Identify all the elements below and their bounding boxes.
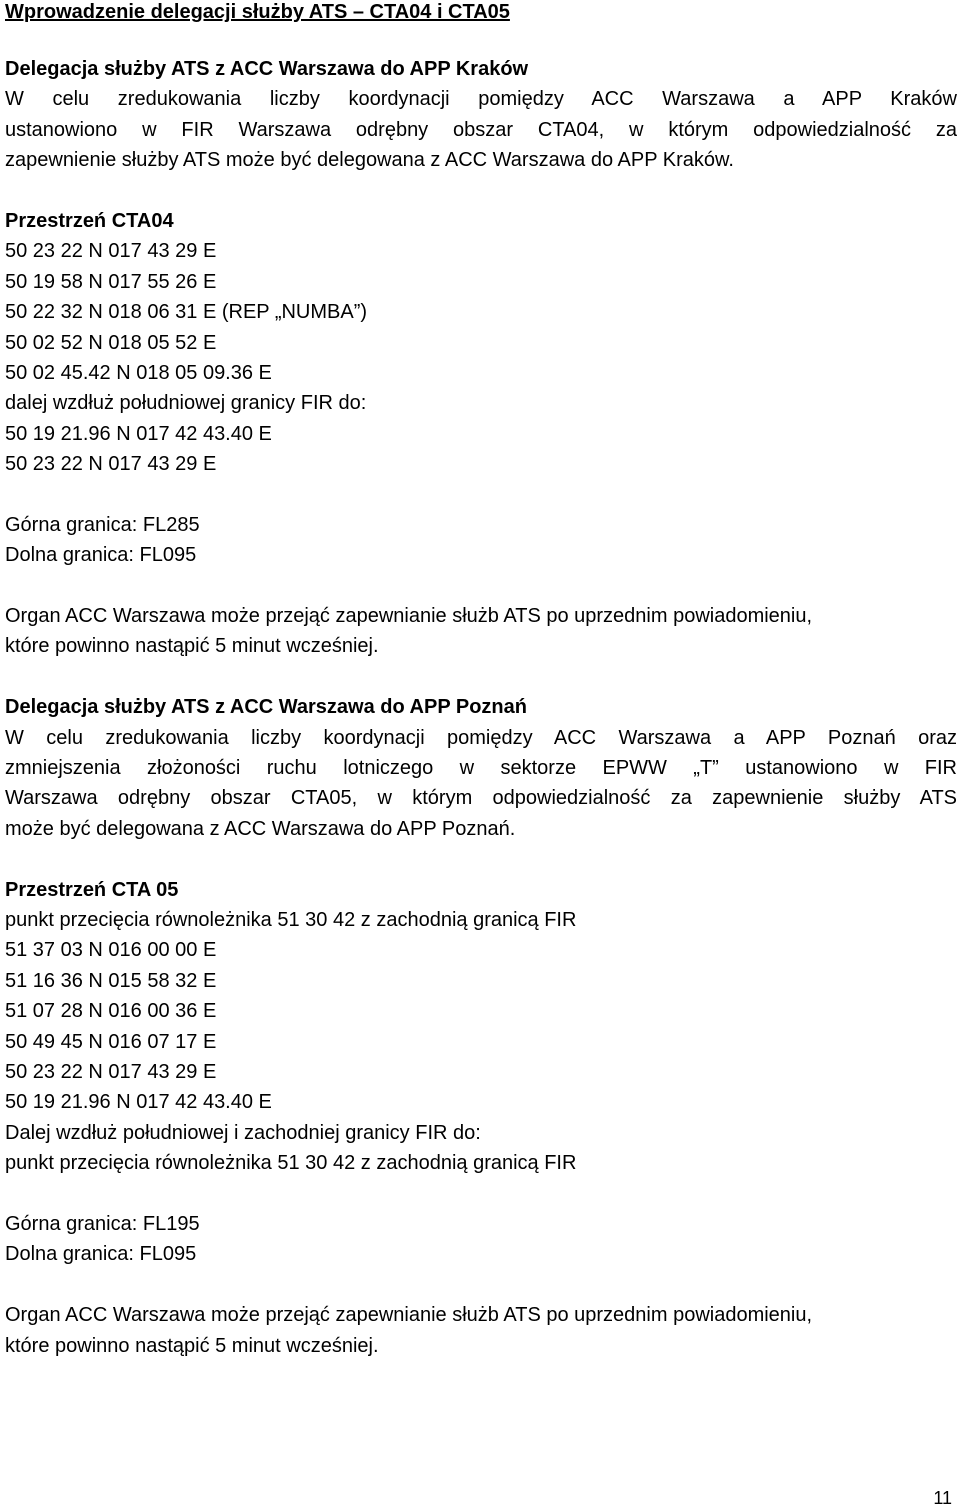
section2-coordinate: 50 19 21.96 N 017 42 43.40 E — [5, 1091, 272, 1114]
section1-coordinate: 50 02 52 N 018 05 52 E — [5, 331, 217, 354]
section2-coordinate: 50 23 22 N 017 43 29 E — [5, 1061, 217, 1083]
section2-airspace-heading: Przestrzeń CTA 05 — [5, 878, 179, 901]
section1-coordinate: dalej wzdłuż południowej granicy FIR do: — [5, 392, 367, 415]
spacer — [5, 176, 957, 206]
section2-note-line: Organ ACC Warszawa może przejąć zapewnianie służb ATS po uprzednim powiadomieniu, — [5, 1304, 813, 1327]
section1-coordinate: 50 02 45.42 N 018 05 09.36 E — [5, 361, 272, 384]
section1-intro-line: W celu zredukowania liczby koordynacji pomiędzy ACC Warszawa a APP Kraków — [5, 88, 957, 111]
spacer — [5, 571, 957, 601]
section1-note-line: Organ ACC Warszawa może przejąć zapewnianie służb ATS po uprzednim powiadomieniu, — [5, 605, 813, 628]
section2-coordinate: 51 37 03 N 016 00 00 E — [5, 939, 217, 962]
section1-intro — [5, 84, 957, 175]
section1-coordinate: 50 19 58 N 017 55 26 E — [5, 270, 217, 293]
section2-coordinate: punkt przecięcia równoleżnika 51 30 42 z zachodnią granicą FIR — [5, 909, 577, 932]
section1-upper-limit: Górna granica: FL285 — [5, 513, 200, 536]
section2-heading: Delegacja służby ATS z ACC Warszawa do APP Poznań — [5, 696, 527, 719]
section1-coordinate: 50 22 32 N 018 06 31 E (REP „NUMBA”) — [5, 301, 368, 324]
page-number: 11 — [933, 1488, 952, 1508]
section2-note-line: które powinno nastąpić 5 minut wcześniej. — [5, 1334, 379, 1357]
document-page — [5, 0, 957, 1361]
section2-coordinate: 51 16 36 N 015 58 32 E — [5, 969, 217, 992]
section2-intro-line: W celu zredukowania liczby koordynacji pomiędzy ACC Warszawa a APP Poznań oraz — [5, 726, 957, 749]
section1-coordinate: 50 23 22 N 017 43 29 E — [5, 453, 217, 476]
section2-coordinate: Dalej wzdłuż południowej i zachodniej granicy FIR do: — [5, 1121, 481, 1144]
section1-airspace-heading: Przestrzeń CTA04 — [5, 210, 174, 232]
section2-coordinate: 51 07 28 N 016 00 36 E — [5, 1000, 217, 1023]
section2-intro-line: Warszawa odrębny obszar CTA05, w którym odpowiedzialność za zapewnienie służby ATS — [5, 787, 957, 810]
section1-intro-line: ustanowiono w FIR Warszawa odrębny obszar CTA04, w którym odpowiedzialność za — [5, 118, 957, 141]
section2-coordinate: 50 49 45 N 016 07 17 E — [5, 1030, 217, 1053]
section1-note-line: które powinno nastąpić 5 minut wcześniej. — [5, 635, 379, 658]
spacer — [5, 844, 957, 874]
section2-intro — [5, 723, 957, 845]
section2-intro-line: może być delegowana z ACC Warszawa do APP Poznań. — [5, 817, 516, 840]
spacer — [5, 662, 957, 692]
section1-coordinate: 50 19 21.96 N 017 42 43.40 E — [5, 422, 272, 445]
section2-lower-limit: Dolna granica: FL095 — [5, 1243, 197, 1266]
spacer — [5, 1270, 957, 1300]
spacer — [5, 24, 957, 54]
spacer — [5, 480, 957, 510]
spacer — [5, 1179, 957, 1209]
section2-upper-limit: Górna granica: FL195 — [5, 1212, 200, 1235]
section2-intro-line: zmniejszenia złożoności ruchu lotniczego w sektorze EPWW „T” ustanowiono w FIR — [5, 757, 957, 780]
section1-heading: Delegacja służby ATS z ACC Warszawa do APP Kraków — [5, 58, 529, 80]
section1-intro-line: zapewnienie służby ATS może być delegowana z ACC Warszawa do APP Kraków. — [5, 149, 734, 172]
section1-lower-limit: Dolna granica: FL095 — [5, 544, 197, 567]
section2-coordinate: punkt przecięcia równoleżnika 51 30 42 z zachodnią granicą FIR — [5, 1152, 577, 1175]
document-title: Wprowadzenie delegacji służby ATS – CTA04 i CTA05 — [5, 1, 510, 23]
section1-coordinate: 50 23 22 N 017 43 29 E — [5, 240, 217, 263]
